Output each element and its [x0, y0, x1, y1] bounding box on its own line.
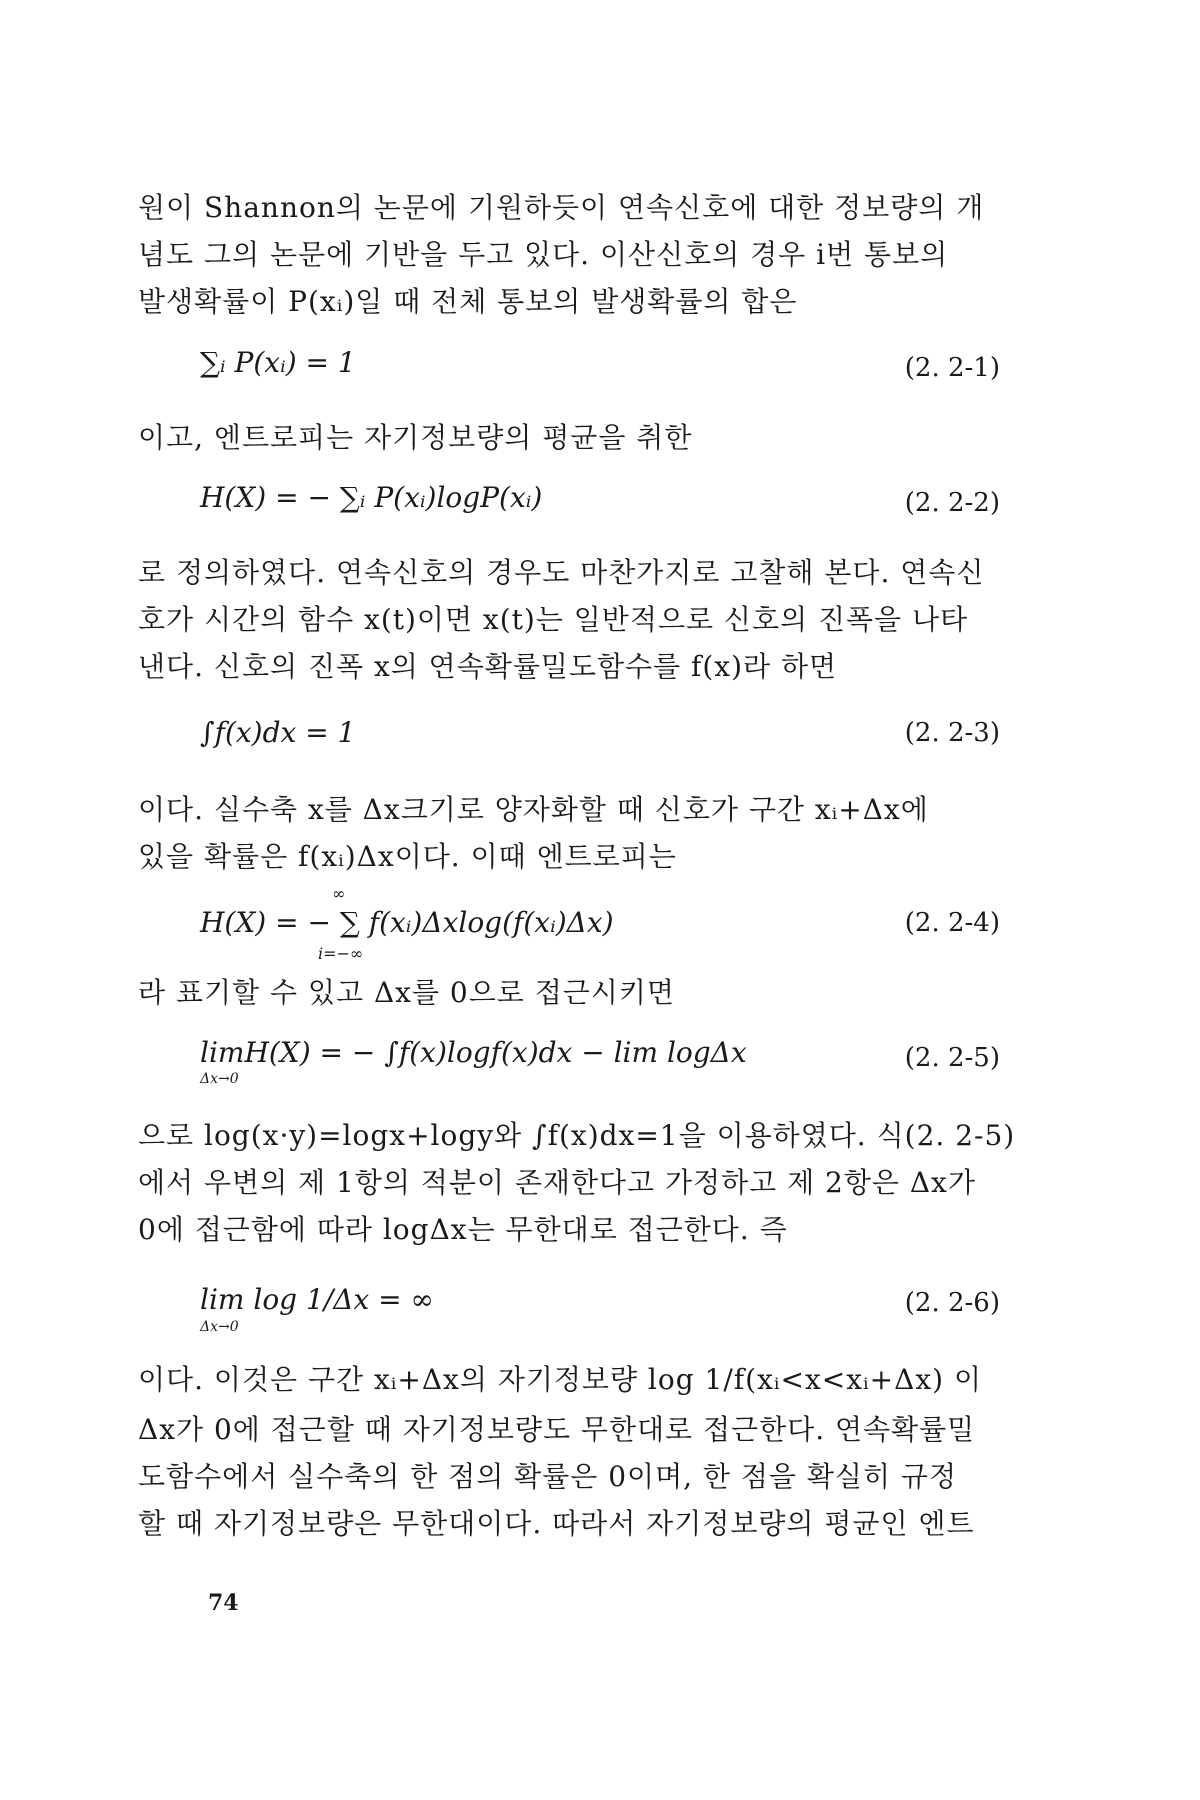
equation: lim log 1/Δx = ∞ [200, 1283, 434, 1316]
paragraph-line: 발생확률이 P(xᵢ)일 때 전체 통보의 발생확률의 합은 [138, 285, 798, 318]
paragraph-line: 이다. 이것은 구간 xᵢ+Δx의 자기정보량 log 1/f(xᵢ<x<xᵢ+Δx) 이 [138, 1363, 983, 1396]
equation: H(X) = − ∑ᵢ P(xᵢ)logP(xᵢ) [200, 481, 543, 514]
equation: ∫f(x)dx = 1 [200, 716, 356, 749]
paragraph-line: 0에 접근함에 따라 logΔx는 무한대로 접근한다. 즉 [138, 1213, 788, 1246]
limit-subscript: Δx→0 [200, 1071, 239, 1087]
equation-number: (2. 2-4) [904, 908, 1000, 938]
paragraph-line: 로 정의하였다. 연속신호의 경우도 마찬가지로 고찰해 본다. 연속신 [138, 556, 985, 589]
paragraph-line: 념도 그의 논문에 기반을 두고 있다. 이산신호의 경우 i번 통보의 [138, 238, 949, 271]
limit-subscript: Δx→0 [200, 1319, 239, 1335]
paragraph-line: 에서 우변의 제 1항의 적분이 존재한다고 가정하고 제 2항은 Δx가 [138, 1166, 976, 1199]
paragraph-line: 있을 확률은 f(xᵢ)Δx이다. 이때 엔트로피는 [138, 840, 677, 873]
equation: ∑ᵢ P(xᵢ) = 1 [200, 346, 356, 379]
equation: H(X) = − ∑ f(xᵢ)Δxlog(f(xᵢ)Δx) [200, 906, 614, 939]
equation-number: (2. 2-2) [904, 488, 1000, 518]
paragraph-line: 원이 Shannon의 논문에 기원하듯이 연속신호에 대한 정보량의 개 [138, 191, 985, 224]
paragraph-line: 할 때 자기정보량은 무한대이다. 따라서 자기정보량의 평균인 엔트 [138, 1507, 975, 1540]
paragraph-line: Δx가 0에 접근할 때 자기정보량도 무한대로 접근한다. 연속확률밀 [138, 1413, 976, 1446]
paragraph-line: 으로 log(x·y)=logx+logy와 ∫f(x)dx=1을 이용하였다. 식(2. 2-5) [138, 1119, 1016, 1152]
paragraph-line: 이다. 실수축 x를 Δx크기로 양자화할 때 신호가 구간 xᵢ+Δx에 [138, 793, 929, 826]
sum-upper-limit: ∞ [332, 884, 346, 903]
equation-number: (2. 2-6) [904, 1288, 1000, 1318]
equation-number: (2. 2-5) [904, 1043, 1000, 1073]
equation: limH(X) = − ∫f(x)logf(x)dx − lim logΔx [200, 1036, 747, 1069]
paragraph-line: 호가 시간의 함수 x(t)이면 x(t)는 일반적으로 신호의 진폭을 나타 [138, 603, 969, 636]
equation-number: (2. 2-3) [904, 718, 1000, 748]
equation-number: (2. 2-1) [904, 353, 1000, 383]
paragraph-line: 낸다. 신호의 진폭 x의 연속확률밀도함수를 f(x)라 하면 [138, 650, 838, 683]
page-number: 74 [208, 1590, 239, 1616]
paragraph-line: 이고, 엔트로피는 자기정보량의 평균을 취한 [138, 421, 693, 454]
paragraph-line: 도함수에서 실수축의 한 점의 확률은 0이며, 한 점을 확실히 규정 [138, 1460, 958, 1493]
sum-lower-limit: i=−∞ [318, 944, 364, 963]
paragraph-line: 라 표기할 수 있고 Δx를 0으로 접근시키면 [138, 976, 675, 1009]
